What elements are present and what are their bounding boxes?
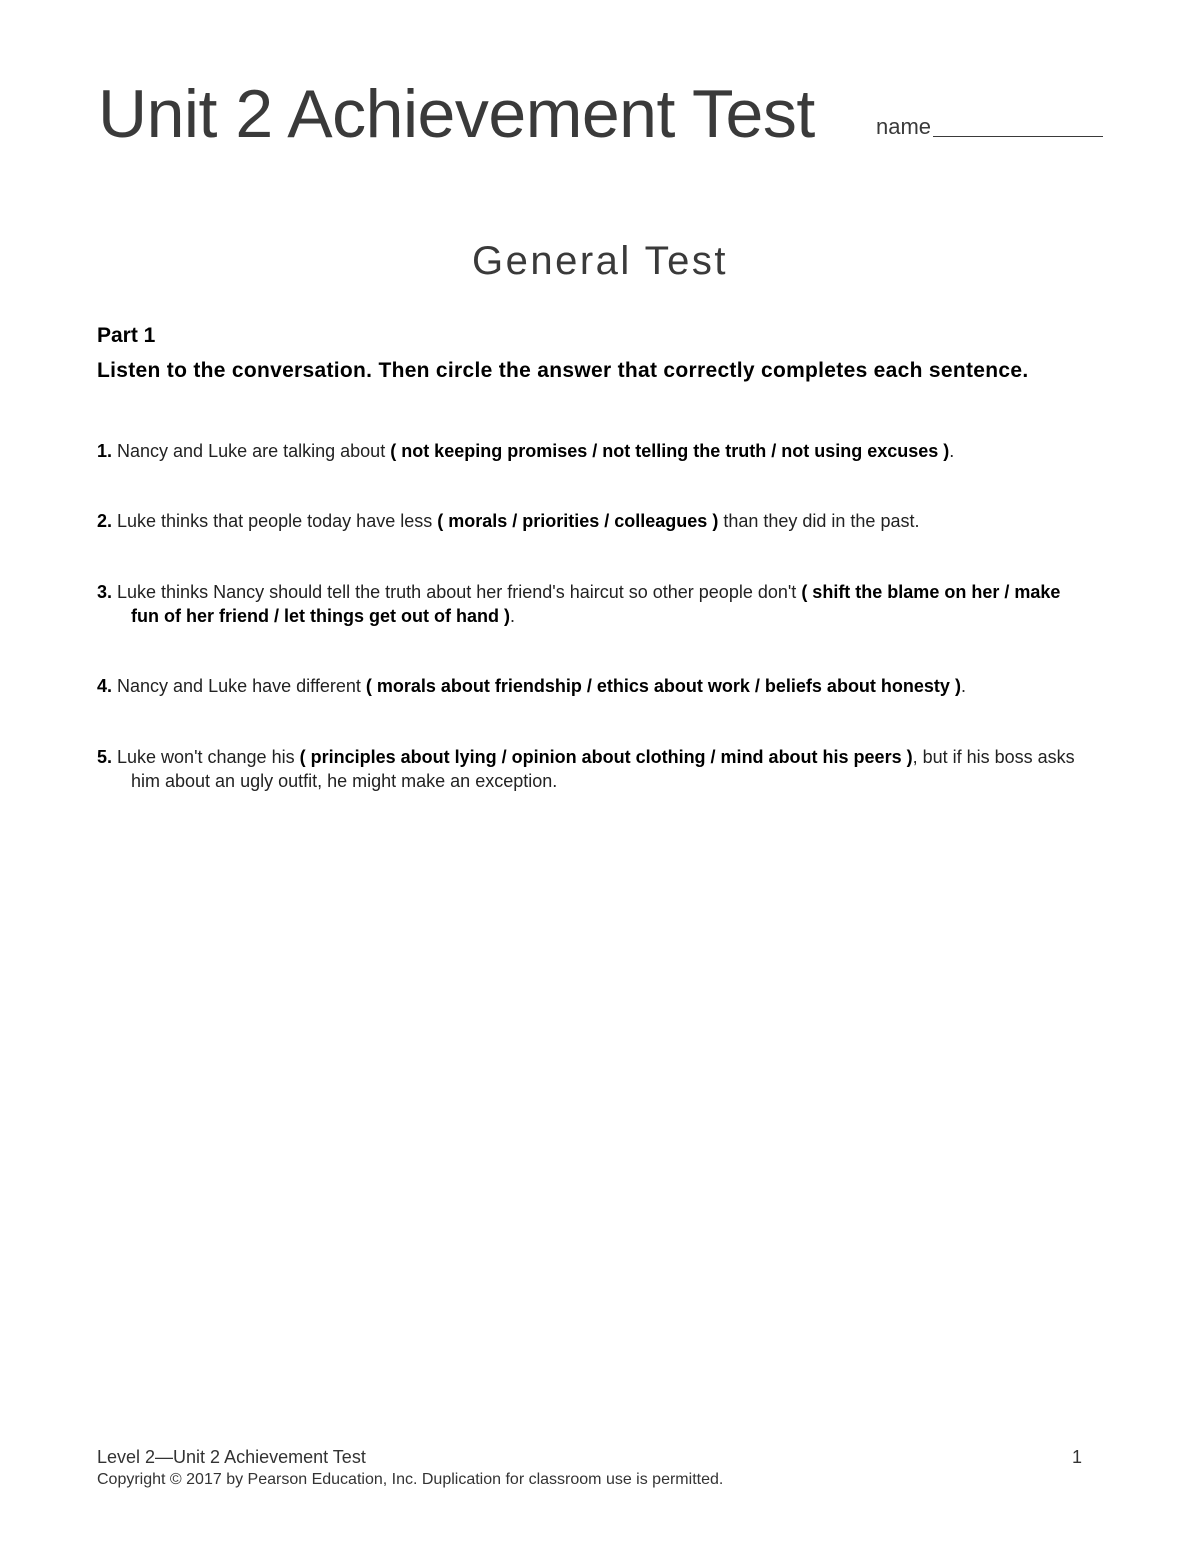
question-text-end: . [960, 676, 966, 696]
question-number: 1. [97, 441, 113, 461]
question-number: 2. [97, 511, 113, 531]
question-4 [97, 674, 1087, 698]
question-text-end: than they did in the past. [718, 511, 920, 531]
answer-options[interactable]: ( shift the blame on her / make fun of her friend / let things get out of hand ) [131, 582, 1061, 626]
name-field [876, 114, 1103, 140]
footer-test-title: Level 2—Unit 2 Achievement Test [97, 1447, 366, 1467]
question-text-end: . [949, 441, 955, 461]
question-5 [97, 745, 1087, 793]
question-text-end: . [509, 606, 515, 626]
answer-options[interactable]: ( principles about lying / opinion about clothing / mind about his peers ) [299, 747, 913, 767]
name-label: name [876, 114, 932, 139]
footer-copyright: Copyright © 2017 by Pearson Education, Inc. Duplication for classroom use is permitted. [97, 1471, 724, 1488]
question-number: 3. [97, 582, 113, 602]
question-text: Luke won't change his [112, 747, 300, 767]
question-text: Nancy and Luke have different [112, 676, 366, 696]
question-number: 4. [97, 676, 113, 696]
section-title: General Test [471, 239, 729, 283]
question-text: Nancy and Luke are talking about [112, 441, 391, 461]
question-3 [97, 580, 1087, 628]
question-2 [97, 509, 1087, 533]
footer-page-number: 1 [1072, 1447, 1083, 1467]
name-blank-line [933, 118, 1103, 137]
part-instructions: Listen to the conversation. Then circle the answer that correctly completes each sentence. [97, 359, 1029, 382]
question-text-end: , but if his boss asks him about an ugly outfit, he might make an exception. [131, 747, 1075, 791]
question-text: Luke thinks that people today have less [112, 511, 438, 531]
answer-options[interactable]: ( morals about friendship / ethics about work / beliefs about honesty ) [365, 676, 961, 696]
part-heading: Part 1 [97, 324, 156, 347]
page-title: Unit 2 Achievement Test [98, 76, 815, 152]
question-text: Luke thinks Nancy should tell the truth about her friend's haircut so other people don't [112, 582, 802, 602]
answer-options[interactable]: ( morals / priorities / colleagues ) [437, 511, 719, 531]
question-number: 5. [97, 747, 113, 767]
answer-options[interactable]: ( not keeping promises / not telling the truth / not using excuses ) [390, 441, 950, 461]
question-1 [97, 439, 1087, 463]
